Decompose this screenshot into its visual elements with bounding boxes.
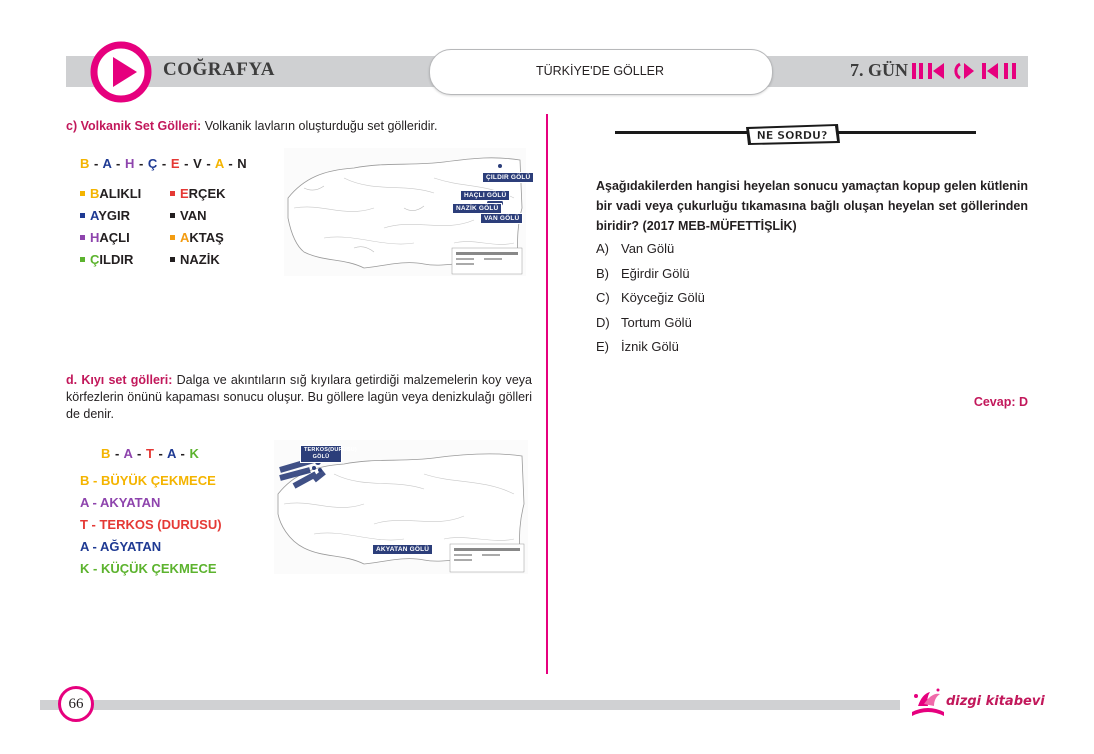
map-label-hacli: HAÇLI GÖLÜ xyxy=(460,190,510,201)
mnemonic-letter: B xyxy=(101,446,111,461)
bullet-square-icon xyxy=(170,213,175,218)
mnemonic-letter: A xyxy=(214,156,225,171)
page-number: 66 xyxy=(68,696,84,712)
mnemonic-letter: - xyxy=(202,156,215,171)
lake-initial: E xyxy=(180,186,189,201)
option-text: Tortum Gölü xyxy=(621,314,692,330)
mnemonic-letter: T xyxy=(145,446,155,461)
mnemonic-letter: N xyxy=(237,156,248,171)
publisher-book-logo-icon xyxy=(908,686,948,720)
map-label-akyatan: AKYATAN GÖLÜ xyxy=(372,544,433,555)
answer-option[interactable] xyxy=(596,315,692,330)
lake-name-rest: RÇEK xyxy=(188,186,226,201)
lake-item xyxy=(80,208,130,223)
map-label-cildir: ÇILDIR GÖLÜ xyxy=(482,172,534,183)
lake-item xyxy=(170,186,226,201)
mnemonic-letter: - xyxy=(154,446,167,461)
bullet-square-icon xyxy=(170,235,175,240)
lake-initial: A xyxy=(90,208,99,223)
ne-sordu-rule-right xyxy=(838,131,976,134)
answer-option[interactable] xyxy=(596,339,679,354)
media-controls-icon xyxy=(912,61,1022,81)
lake-name-rest: ALIKLI xyxy=(99,186,142,201)
mnemonic-letter: A xyxy=(166,446,177,461)
lake-item xyxy=(80,186,141,201)
bullet-square-icon xyxy=(80,191,85,196)
answer-option[interactable] xyxy=(596,290,705,305)
topic-title: TÜRKİYE'DE GÖLLER xyxy=(535,64,665,78)
lake-initial: Ç xyxy=(90,252,100,267)
option-text: İznik Gölü xyxy=(621,339,679,354)
mnemonic-letter: Ç xyxy=(147,156,158,171)
lake-name-rest: AZİK xyxy=(189,252,220,267)
mnemonic-letter: - xyxy=(110,446,124,461)
section-c-mnemonic xyxy=(80,156,247,171)
question-text: Aşağıdakilerden hangisi heyelan sonucu yamaçtan kopup gelen kütlenin bir vadi veya çukurluğu tıkamasına bağlı oluşan heyelan set göllerinden biridir? (2017 MEB-MÜFETTİŞLİK) xyxy=(596,179,1028,233)
ne-sordu-text: NE SORDU? xyxy=(756,129,828,142)
map-label-nazik: NAZİK GÖLÜ xyxy=(452,203,502,214)
lake-initial: A xyxy=(180,230,190,245)
option-text: Van Gölü xyxy=(621,241,675,256)
lake-item xyxy=(80,252,133,267)
lake-item xyxy=(170,252,220,267)
subject-title: COĞRAFYA xyxy=(163,59,276,80)
mnemonic-letter: - xyxy=(180,156,194,171)
mnemonic-letter: - xyxy=(157,156,171,171)
coastal-lake-item: A - AKYATAN xyxy=(80,495,161,510)
map-label-terkos: TERKOS(DURUSU) GÖLÜ xyxy=(300,445,342,463)
coastal-lake-item: T - TERKOS (DURUSU) xyxy=(80,517,222,532)
lake-initial: N xyxy=(180,252,190,267)
coastal-lake-item: A - AĞYATAN xyxy=(80,539,162,554)
bullet-square-icon xyxy=(170,257,175,262)
mnemonic-letter: A xyxy=(102,156,112,171)
mnemonic-letter: - xyxy=(132,446,146,461)
day-label: 7. GÜN xyxy=(850,60,908,80)
mnemonic-letter: H xyxy=(124,156,135,171)
option-letter: C) xyxy=(596,290,610,305)
lake-item xyxy=(170,208,207,223)
mnemonic-letter: - xyxy=(224,156,238,171)
section-d-mnemonic xyxy=(101,446,199,461)
mnemonic-letter: V xyxy=(193,156,203,171)
lake-initial: H xyxy=(90,230,100,245)
map-label-van: VAN GÖLÜ xyxy=(480,213,523,224)
lake-initial: V xyxy=(180,208,188,223)
column-divider xyxy=(546,114,548,674)
mnemonic-letter: - xyxy=(89,156,103,171)
play-logo-icon xyxy=(90,41,152,103)
publisher-name: dizgi kitabevi xyxy=(946,694,1045,709)
section-d-text: Dalga ve akıntıların sığ kıyılara getirdiği malzemelerin koy veya körfezlerin önünü kapaması sonucu oluşur. Bu göllere lagün veya denizkulağı gölleri de denir. xyxy=(66,373,532,421)
volcanic-lake-list xyxy=(80,186,280,276)
section-d-paragraph xyxy=(66,372,532,423)
lake-name-rest: ILDIR xyxy=(99,252,134,267)
mnemonic-letter: B xyxy=(80,156,90,171)
lake-item xyxy=(170,230,224,245)
lake-name-rest: AÇLI xyxy=(99,230,130,245)
section-d-heading: d. Kıyı set gölleri: xyxy=(66,373,173,387)
option-text: Köyceğiz Gölü xyxy=(621,290,705,305)
section-c-heading: c) Volkanik Set Gölleri: xyxy=(66,119,202,133)
lake-item xyxy=(80,230,130,245)
coastal-lake-item: B - BÜYÜK ÇEKMECE xyxy=(80,473,216,488)
option-letter: E) xyxy=(596,339,609,354)
coastal-lake-item: K - KÜÇÜK ÇEKMECE xyxy=(80,561,217,576)
option-letter: B) xyxy=(596,265,609,281)
section-c-paragraph xyxy=(66,118,536,134)
lake-name-rest: KTAŞ xyxy=(189,230,224,245)
mnemonic-letter: E xyxy=(170,156,181,171)
bullet-square-icon xyxy=(80,235,85,240)
bullet-square-icon xyxy=(170,191,175,196)
section-c-text: Volkanik lavların oluşturduğu set gölleridir. xyxy=(201,119,438,133)
answer-key: Cevap: D xyxy=(973,395,1028,409)
footer-bar xyxy=(40,700,900,710)
bullet-square-icon xyxy=(80,213,85,218)
bullet-square-icon xyxy=(80,257,85,262)
lake-name-rest: AN xyxy=(187,208,207,223)
option-letter: D) xyxy=(596,314,610,330)
option-letter: A) xyxy=(596,241,609,256)
ne-sordu-rule-left xyxy=(615,131,747,134)
answer-option[interactable] xyxy=(596,241,674,256)
mnemonic-letter: K xyxy=(189,446,200,461)
lake-name-rest: YGIR xyxy=(98,208,130,223)
mnemonic-letter: A xyxy=(123,446,133,461)
lake-initial: B xyxy=(90,186,100,201)
mnemonic-letter: - xyxy=(176,446,190,461)
ne-sordu-badge xyxy=(742,121,844,147)
answer-option[interactable] xyxy=(596,266,690,281)
mnemonic-letter: - xyxy=(111,156,125,171)
mnemonic-letter: - xyxy=(134,156,148,171)
option-text: Eğirdir Gölü xyxy=(621,265,690,281)
